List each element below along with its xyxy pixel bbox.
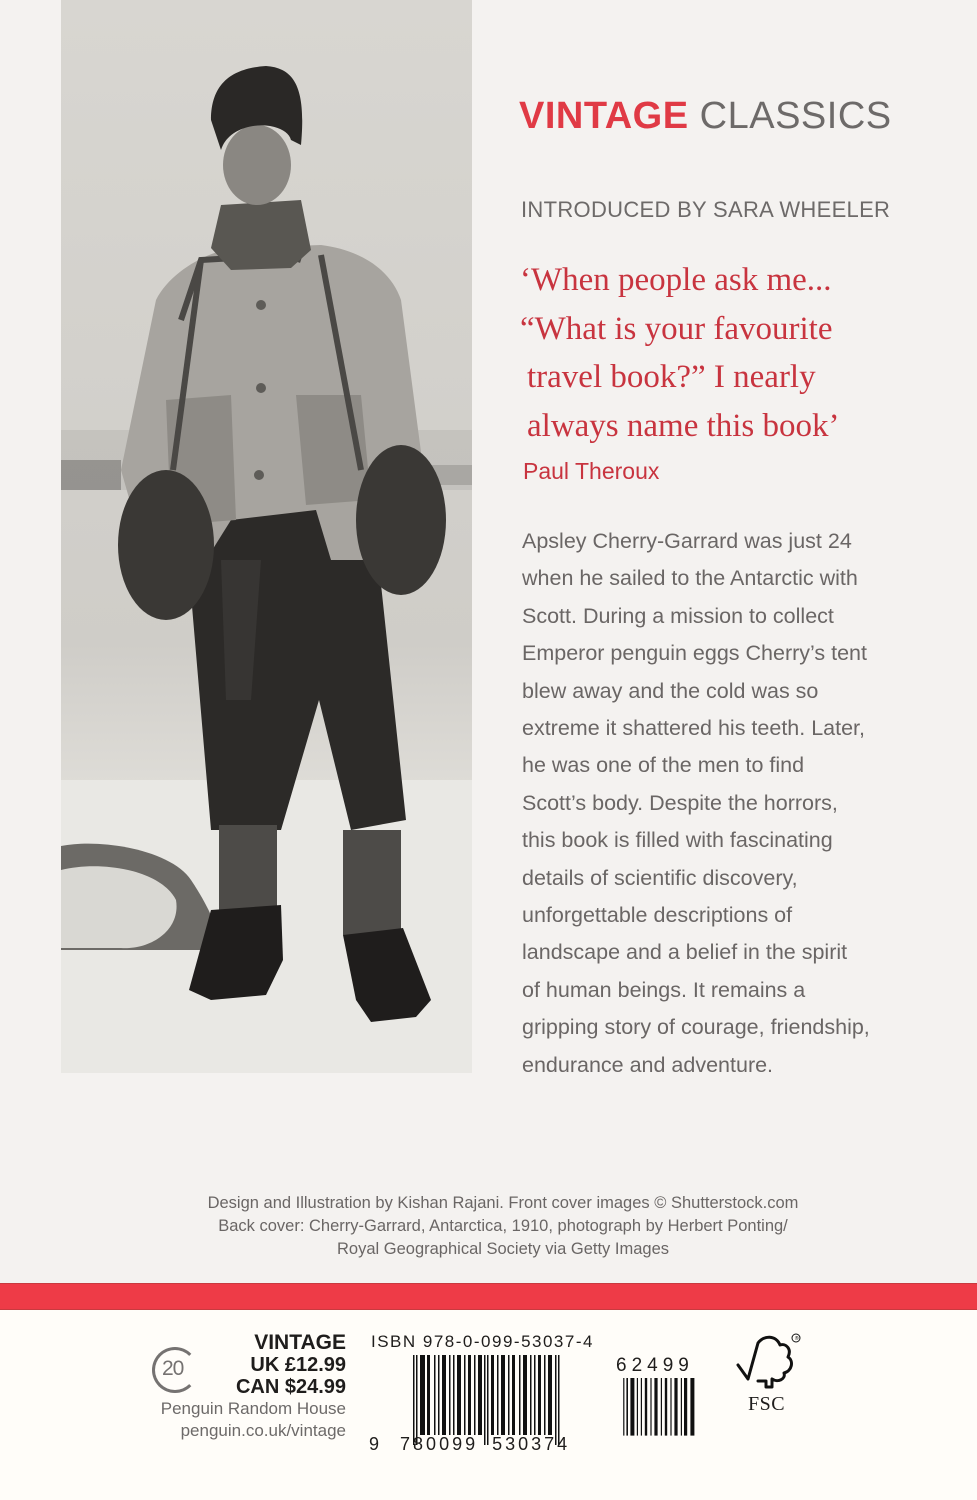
blurb-line: when he sailed to the Antarctic with bbox=[522, 566, 858, 591]
addon-digits: 62499 bbox=[616, 1355, 694, 1376]
credit-line: Back cover: Cherry-Garrard, Antarctica, 1910, photograph by Herbert Ponting/ bbox=[218, 1217, 788, 1235]
blurb-line: gripping story of courage, friendship, bbox=[522, 1015, 870, 1040]
series-title bbox=[519, 94, 892, 138]
blurb-line: details of scientific discovery, bbox=[522, 865, 798, 890]
publisher-url: penguin.co.uk/vintage bbox=[180, 1421, 346, 1440]
review-quote bbox=[520, 256, 940, 450]
series-name: CLASSICS bbox=[699, 95, 892, 137]
credit-line: Design and Illustration by Kishan Rajani. Front cover images © Shutterstock.com bbox=[207, 1194, 799, 1212]
publisher-name: VINTAGE bbox=[254, 1331, 346, 1354]
introduced-by: INTRODUCED BY SARA WHEELER bbox=[521, 197, 891, 222]
blurb-line: Scott. During a mission to collect bbox=[522, 603, 834, 628]
isbn-label: ISBN 978-0-099-53037-4 bbox=[371, 1332, 594, 1351]
blurb-line: blew away and the cold was so bbox=[522, 678, 819, 703]
ean-digits bbox=[369, 1434, 570, 1455]
price-uk: UK £12.99 bbox=[250, 1354, 346, 1376]
blurb-line: landscape and a belief in the spirit bbox=[522, 940, 848, 965]
imprint-name: VINTAGE bbox=[519, 95, 689, 137]
price-can: CAN $24.99 bbox=[235, 1376, 346, 1398]
blurb-line: extreme it shattered his teeth. Later, bbox=[522, 716, 865, 741]
quote-line: always name this book’ bbox=[527, 407, 840, 444]
image-credits bbox=[0, 1192, 977, 1261]
ean-left-group: 780099 bbox=[400, 1434, 479, 1454]
blurb-line: unforgettable descriptions of bbox=[522, 903, 793, 928]
cover-photograph bbox=[61, 0, 472, 1073]
credit-line: Royal Geographical Society via Getty Images bbox=[337, 1240, 669, 1258]
publisher-group: Penguin Random House bbox=[160, 1399, 346, 1418]
fsc-registered-mark: ® bbox=[794, 1336, 800, 1342]
blurb-line: Apsley Cherry-Garrard was just 24 bbox=[522, 529, 852, 553]
blurb-line: of human beings. It remains a bbox=[522, 977, 806, 1002]
book-blurb bbox=[522, 523, 942, 1084]
quote-line: ‘When people ask me... bbox=[520, 262, 832, 298]
blurb-line: this book is filled with fascinating bbox=[522, 828, 833, 853]
quote-line: travel book?” I nearly bbox=[527, 359, 816, 395]
quote-author: Paul Theroux bbox=[523, 458, 660, 484]
blurb-line: Emperor penguin eggs Cherry’s tent bbox=[522, 641, 867, 666]
blurb-line: Scott’s body. Despite the horrors, bbox=[522, 790, 838, 815]
c20-number: 20 bbox=[162, 1357, 184, 1380]
price-block bbox=[140, 1332, 346, 1442]
blurb-line: endurance and adventure. bbox=[522, 1052, 774, 1077]
photo-image-icon bbox=[61, 0, 472, 1073]
quote-line: “What is your favourite bbox=[520, 310, 833, 347]
ean-right-group: 530374 bbox=[492, 1434, 571, 1454]
fsc-label: FSC bbox=[748, 1393, 786, 1415]
addon-barcode-icon bbox=[610, 1378, 710, 1450]
red-divider-band bbox=[0, 1283, 977, 1310]
ean-first-digit: 9 bbox=[369, 1434, 383, 1454]
blurb-line: he was one of the men to find bbox=[522, 753, 805, 778]
